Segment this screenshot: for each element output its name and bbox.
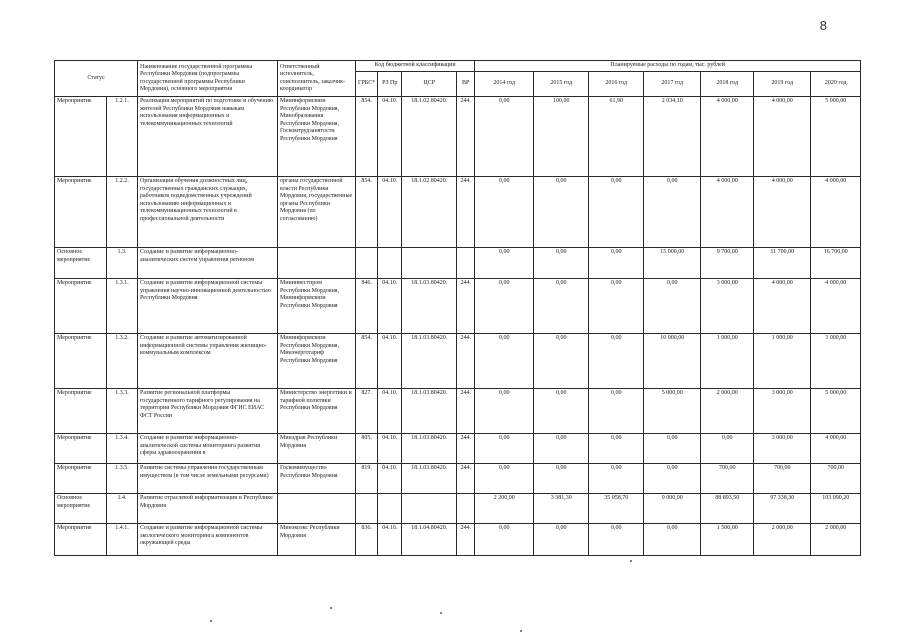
row-name: Реализация мероприятий по подготовке и обучению жителей Республики Мордовия навыкам использования информационных и телекоммуникационных технологий (138, 97, 278, 177)
row-rz-pr (378, 494, 402, 524)
row-responsible: Мининформсвязи Республики Мордовия, Минобразования Республики Мордовия, Госкомтрудзанятости Республики Мордовия (278, 97, 356, 177)
row-status: Мероприятие (55, 334, 107, 389)
row-amount: 0,00 (475, 97, 534, 177)
row-status: Мероприятие (55, 177, 107, 248)
row-amount: 0,00 (589, 434, 644, 464)
row-amount: 3 000,00 (701, 279, 754, 334)
row-csr: 18.1.02.80420. (402, 177, 457, 248)
table-row (55, 97, 861, 177)
row-amount: 0,00 (589, 524, 644, 556)
row-amount: 5 000,00 (811, 97, 861, 177)
header-csr: ЦСР (402, 72, 457, 97)
header-year: 2018 год (701, 72, 754, 97)
row-amount: 4 000,00 (811, 279, 861, 334)
row-amount: 4 000,00 (811, 177, 861, 248)
table-row (55, 464, 861, 494)
row-amount: 4 000,00 (754, 177, 811, 248)
row-amount: 4 000,00 (701, 97, 754, 177)
row-vr: 244. (457, 464, 475, 494)
row-vr: 244. (457, 334, 475, 389)
row-grbs (356, 494, 378, 524)
program-table (54, 60, 861, 556)
header-name: Наименование государственной программы Республики Мордовия (подпрограммы государственной программы Республики Мордовия), основного мероприятия (138, 61, 278, 97)
row-amount: 0,00 (589, 334, 644, 389)
row-amount: 0,00 (534, 389, 589, 434)
row-name: Развитие системы управления государственным имуществом (в том числе земельными ресурсами) (138, 464, 278, 494)
row-csr: 18.1.03.80420. (402, 389, 457, 434)
row-vr: 244. (457, 97, 475, 177)
row-number: 1.2.2. (107, 177, 138, 248)
row-amount: 2 200,00 (475, 494, 534, 524)
row-amount: 3 000,00 (811, 334, 861, 389)
table-row (55, 434, 861, 464)
row-amount: 0,00 (475, 177, 534, 248)
row-amount: 700,00 (811, 464, 861, 494)
row-amount: 0,00 (475, 434, 534, 464)
row-amount: 1 500,00 (701, 524, 754, 556)
header-rz-pr: РЗ Пр (378, 72, 402, 97)
row-number: 1.3.1. (107, 279, 138, 334)
row-status: Мероприятие (55, 97, 107, 177)
row-csr (402, 248, 457, 279)
table-row (55, 524, 861, 556)
row-responsible: Мининформсвязи Республики Мордовия, Минэнерготариф Республики Мордовия (278, 334, 356, 389)
row-status: Основное мероприятие (55, 248, 107, 279)
row-amount: 0,00 (534, 464, 589, 494)
row-amount: 0,00 (589, 177, 644, 248)
header-responsible: Ответственный исполнитель, соисполнитель, заказчик-координатор (278, 61, 356, 97)
row-amount: 35 058,70 (589, 494, 644, 524)
row-amount: 10 000,00 (644, 334, 701, 389)
scan-speck (210, 620, 212, 622)
row-amount: 100,00 (534, 97, 589, 177)
row-amount: 11 700,00 (754, 248, 811, 279)
row-amount: 0,00 (644, 434, 701, 464)
row-amount: 0,00 (475, 248, 534, 279)
row-rz-pr: 04.10. (378, 279, 402, 334)
header-grbs: ГРБС* (356, 72, 378, 97)
row-number: 1.4.1. (107, 524, 138, 556)
row-rz-pr: 04.10. (378, 177, 402, 248)
header-planned-expenses: Планируемые расходы по годам, тыс. рублей (475, 61, 861, 72)
scan-speck (630, 560, 632, 562)
table-row (55, 334, 861, 389)
row-amount: 16 700,00 (811, 248, 861, 279)
row-name: Развитие отраслевой информатизации в Республике Мордовия (138, 494, 278, 524)
row-amount: 2 000,00 (754, 524, 811, 556)
row-vr (457, 248, 475, 279)
row-csr: 18.1.03.80420. (402, 464, 457, 494)
row-csr: 18.1.03.80420. (402, 434, 457, 464)
row-rz-pr: 04.10. (378, 434, 402, 464)
row-amount: 0,00 (534, 248, 589, 279)
row-amount: 0,00 (534, 334, 589, 389)
header-year: 2019 год (754, 72, 811, 97)
row-number: 1.3. (107, 248, 138, 279)
row-amount: 9 700,00 (701, 248, 754, 279)
row-rz-pr: 04.10. (378, 524, 402, 556)
row-amount: 0,00 (589, 248, 644, 279)
row-amount: 0,00 (534, 177, 589, 248)
row-amount: 0,00 (475, 279, 534, 334)
row-amount: 103 090,20 (811, 494, 861, 524)
row-amount: 0,00 (644, 279, 701, 334)
header-vr: ВР (457, 72, 475, 97)
table-row (55, 389, 861, 434)
row-number: 1.3.5. (107, 464, 138, 494)
row-status: Мероприятие (55, 434, 107, 464)
row-amount: 0,00 (534, 279, 589, 334)
row-rz-pr: 04.10. (378, 334, 402, 389)
row-amount: 61,90 (589, 97, 644, 177)
page-number: 8 (819, 18, 827, 33)
row-grbs: 827. (356, 389, 378, 434)
row-rz-pr (378, 248, 402, 279)
scan-speck (440, 612, 442, 614)
row-csr (402, 494, 457, 524)
header-year: 2014 год (475, 72, 534, 97)
header-year: 2017 год (644, 72, 701, 97)
row-amount: 3 000,00 (754, 389, 811, 434)
row-vr: 244. (457, 524, 475, 556)
row-amount: 700,00 (754, 464, 811, 494)
row-csr: 18.1.03.80420. (402, 334, 457, 389)
row-amount: 1 000,00 (754, 334, 811, 389)
row-csr: 18.1.03.80420. (402, 279, 457, 334)
table-row (55, 177, 861, 248)
row-number: 1.4. (107, 494, 138, 524)
row-rz-pr: 04.10. (378, 464, 402, 494)
row-grbs: 846. (356, 279, 378, 334)
row-grbs: 805. (356, 434, 378, 464)
row-status: Мероприятие (55, 389, 107, 434)
header-status: Статус (55, 61, 138, 97)
row-status: Основное мероприятие (55, 494, 107, 524)
row-name: Создание и развитие информационно-аналитических систем управления регионом (138, 248, 278, 279)
row-responsible (278, 248, 356, 279)
row-amount: 2 000,00 (811, 524, 861, 556)
row-amount: 0,00 (475, 524, 534, 556)
row-amount: 0,00 (644, 524, 701, 556)
row-amount: 700,00 (701, 464, 754, 494)
row-number: 1.2.1. (107, 97, 138, 177)
row-amount: 0,00 (475, 389, 534, 434)
row-amount: 9 000,00 (644, 494, 701, 524)
header-year: 2015 год (534, 72, 589, 97)
row-name: Создание и развитие информационной системы экологического мониторинга компонентов окружающей среды (138, 524, 278, 556)
row-amount: 2 000,00 (701, 389, 754, 434)
row-amount: 5 000,00 (811, 389, 861, 434)
row-amount: 4 000,00 (754, 279, 811, 334)
row-grbs: 854. (356, 177, 378, 248)
row-amount: 0,00 (589, 389, 644, 434)
row-amount: 97 338,30 (754, 494, 811, 524)
row-vr: 244. (457, 389, 475, 434)
row-status: Мероприятие (55, 524, 107, 556)
row-amount: 0,00 (475, 334, 534, 389)
row-responsible: Минздрав Республики Мордовия (278, 434, 356, 464)
header-budget-code: Код бюджетной классификации (356, 61, 475, 72)
row-grbs: 854. (356, 97, 378, 177)
row-amount: 1 000,00 (701, 334, 754, 389)
table-row (55, 248, 861, 279)
row-responsible: Минэкоэкс Республики Мордовия (278, 524, 356, 556)
row-name: Организация обучения должностных лиц, государственных гражданских служащих, работников подведомственных учреждений использованию информационных и телекоммуникационных технологий в профессиональной деятельности (138, 177, 278, 248)
row-grbs: 836. (356, 524, 378, 556)
row-amount: 0,00 (644, 464, 701, 494)
row-amount: 0,00 (589, 279, 644, 334)
row-amount: 4 000,00 (701, 177, 754, 248)
table-row (55, 279, 861, 334)
row-amount: 5 000,00 (644, 389, 701, 434)
header-year: 2016 год (589, 72, 644, 97)
row-vr: 244. (457, 434, 475, 464)
row-name: Создание и развитие информационно-аналитической системы мониторинга развития сферы здравоохранения в (138, 434, 278, 464)
row-vr: 244. (457, 177, 475, 248)
row-rz-pr: 04.10. (378, 389, 402, 434)
row-amount: 0,00 (534, 434, 589, 464)
row-amount: 88 893,50 (701, 494, 754, 524)
scan-speck (520, 630, 522, 632)
row-amount: 15 000,00 (644, 248, 701, 279)
row-amount: 2 034,10 (644, 97, 701, 177)
scan-speck (330, 607, 332, 609)
row-name: Развитие региональной платформы государственного тарифного регулирования на территории Республики Мордовия ФГИС ЕИАС ФСТ России (138, 389, 278, 434)
header-row-top (55, 61, 861, 72)
row-vr: 244. (457, 279, 475, 334)
row-name: Создание и развитие информационной системы управления научно-инновационной деятельностью Республики Мордовия (138, 279, 278, 334)
row-amount: 0,00 (475, 464, 534, 494)
row-csr: 18.1.04.80420. (402, 524, 457, 556)
row-amount: 3 000,00 (754, 434, 811, 464)
header-year: 2020 год (811, 72, 861, 97)
row-grbs: 819. (356, 464, 378, 494)
row-responsible: Мининвестпром Республики Мордовия, Мининформсвязи Республики Мордовия (278, 279, 356, 334)
row-name: Создание и развитие автоматизированной информационной системы управления жилищно-коммунальным комплексом (138, 334, 278, 389)
row-amount: 0,00 (701, 434, 754, 464)
row-amount: 0,00 (644, 177, 701, 248)
row-responsible: Госкомимущество Республики Мордовия (278, 464, 356, 494)
row-grbs: 854. (356, 334, 378, 389)
row-number: 1.3.4. (107, 434, 138, 464)
row-number: 1.3.3. (107, 389, 138, 434)
row-number: 1.3.2. (107, 334, 138, 389)
row-status: Мероприятие (55, 464, 107, 494)
row-responsible: Министерство энергетики и тарифной политики Республики Мордовия (278, 389, 356, 434)
row-amount: 4 000,00 (754, 97, 811, 177)
row-amount: 0,00 (589, 464, 644, 494)
row-amount: 3 381,30 (534, 494, 589, 524)
row-grbs (356, 248, 378, 279)
row-responsible: органы государственной власти Республики Мордовия, государственные органы Республики Мордовия (по согласованию) (278, 177, 356, 248)
table-row (55, 494, 861, 524)
row-amount: 0,00 (534, 524, 589, 556)
row-rz-pr: 04.10. (378, 97, 402, 177)
row-status: Мероприятие (55, 279, 107, 334)
row-csr: 18.1.02.80420. (402, 97, 457, 177)
row-amount: 4 000,00 (811, 434, 861, 464)
row-responsible (278, 494, 356, 524)
row-vr (457, 494, 475, 524)
